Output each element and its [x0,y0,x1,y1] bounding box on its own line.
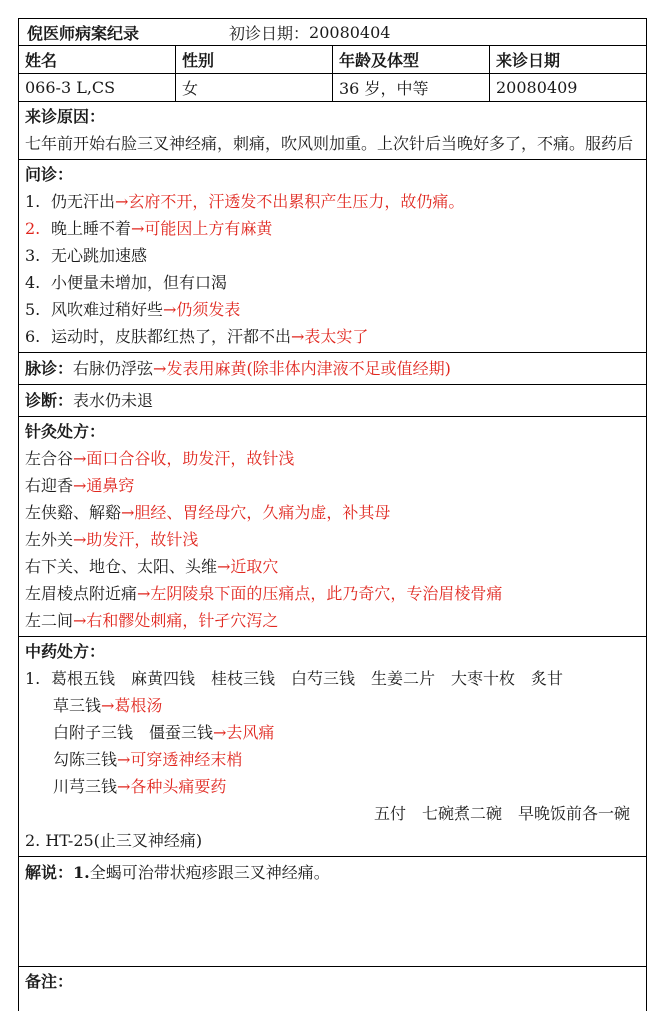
arrow-icon: → [101,696,115,715]
inquiry-item [25,215,640,242]
inquiry-item [25,269,640,296]
arrow-icon: → [117,777,131,796]
arrow-icon: → [163,300,177,319]
acupoint-note: 胆经、胃经母穴，久痛为虚，补其母 [134,503,391,522]
header-visit-date: 来诊日期 [496,51,561,70]
pulse-text: 右脉仍浮弦 [73,359,154,378]
diagnosis-title: 诊断： [25,391,74,410]
acupuncture-item [25,553,640,580]
arrow-icon: → [115,192,129,211]
explain-number: 1. [73,863,90,882]
first-visit-date: 20080404 [309,22,391,42]
herbal-first-line [25,665,640,692]
item-text: 运动时，皮肤都红热了，汗都不出 [51,327,292,346]
acupoint-text: 右下关、地仓、太阳、头维 [25,557,218,576]
item-note: 仍须发表 [176,300,241,319]
arrow-icon: → [213,723,227,742]
arrow-icon: → [131,219,145,238]
item-number: 4. [25,273,41,292]
herbal-title: 中药处方： [25,642,106,661]
arrow-icon: → [121,503,135,522]
item-number: 3. [25,246,41,265]
acupoint-note: 右和髎处刺痛，针孑穴泻之 [86,611,279,630]
arrow-icon: → [291,327,305,346]
item-number: 1. [25,669,41,688]
item-text: 无心跳加速感 [51,246,148,265]
explain-title: 解说： [25,863,74,882]
herbal-line [25,692,640,719]
reason-title: 来诊原因： [25,107,106,126]
arrow-icon: → [117,750,131,769]
pulse-note: 发表用麻黄(除非体内津液不足或值经期) [166,359,451,378]
diagnosis-line [25,387,640,414]
herbal-note: 去风痛 [226,723,275,742]
reason-section [19,102,646,160]
herbal-note: 各种头痛要药 [130,777,227,796]
pulse-section [19,353,646,385]
patient-header-row [19,46,646,74]
first-visit-label: 初诊日期： [229,23,310,43]
herbal-formula: 葛根五钱 麻黄四钱 桂枝三钱 白芍三钱 生姜二片 大枣十枚 炙甘 [51,669,564,688]
acupoint-note: 近取穴 [230,557,279,576]
patient-id: 066-3 L,CS [19,74,176,101]
patient-age-build: 36 岁，中等 [333,74,490,101]
acupoint-text: 右迎香 [25,476,74,495]
acupoint-text: 左眉棱点附近痛 [25,584,138,603]
herbal-line [25,746,640,773]
acupuncture-item [25,580,640,607]
arrow-icon: → [73,530,87,549]
item-text: 仍无汗出 [51,192,116,211]
item-text: 风吹难过稍好些 [51,300,164,319]
inquiry-title: 问诊： [25,165,74,184]
reason-text: 七年前开始右脸三叉神经痛，刺痛，吹风则加重。上次针后当晚好多了，不痛。服药后 [25,134,634,153]
item-number: 2. [25,219,41,238]
acupuncture-item [25,472,640,499]
explain-text: 全蝎可治带状疱疹跟三叉神经痛。 [89,863,330,882]
herbal-note: 可穿透神经末梢 [130,750,243,769]
item-text: 小便量未增加，但有口渴 [51,273,228,292]
explain-section [19,857,646,967]
explain-line [25,859,640,886]
arrow-icon: → [73,449,87,468]
acupoint-note: 通鼻窍 [86,476,135,495]
herbal-line [25,773,640,800]
acupuncture-item [25,499,640,526]
item-number: 6. [25,327,41,346]
patient-gender: 女 [176,74,333,101]
pulse-line [25,355,640,382]
acupoint-text: 左外关 [25,530,74,549]
visit-date: 20080409 [496,78,578,97]
item-note: 玄府不开，汗透发不出累积产生压力，故仍痛。 [128,192,465,211]
herbal-second: 2. HT-25(止三叉神经痛) [25,831,203,850]
acupuncture-item [25,445,640,472]
header-age-build: 年龄及体型 [333,46,490,73]
header-name: 姓名 [19,46,176,73]
title-row [19,19,646,46]
diagnosis-text: 表水仍未退 [73,391,154,410]
herbal-section [19,637,646,857]
herbal-text: 勾陈三钱 [53,750,118,769]
arrow-icon: → [153,359,167,378]
herbal-line [25,719,640,746]
acupuncture-item [25,607,640,634]
acupuncture-section [19,417,646,637]
acupoint-text: 左合谷 [25,449,74,468]
herbal-text: 草三钱 [53,696,102,715]
item-note: 表太实了 [304,327,369,346]
acupoint-note: 面口合谷收，助发汗，故针浅 [86,449,295,468]
arrow-icon: → [137,584,151,603]
item-note: 可能因上方有麻黄 [144,219,273,238]
inquiry-section [19,160,646,353]
herbal-note: 葛根汤 [114,696,163,715]
item-number: 5. [25,300,41,319]
herbal-dosage: 五付 七碗煮二碗 早晚饭前各一碗 [373,804,630,823]
item-text: 晚上睡不着 [51,219,132,238]
acupoint-text: 左侠谿、解谿 [25,503,122,522]
inquiry-item [25,296,640,323]
inquiry-item [25,242,640,269]
arrow-icon: → [73,611,87,630]
pulse-title: 脉诊： [25,359,74,378]
acupuncture-item [25,526,640,553]
patient-value-row [19,74,646,102]
herbal-text: 白附子三钱 僵蚕三钱 [53,723,214,742]
case-record-sheet [18,18,647,1011]
header-gender: 性别 [176,46,333,73]
herbal-text: 川芎三钱 [53,777,118,796]
acupoint-text: 左二间 [25,611,74,630]
inquiry-item [25,323,640,350]
inquiry-item [25,188,640,215]
acupuncture-title: 针灸处方： [25,422,106,441]
remarks-title: 备注： [25,972,74,991]
arrow-icon: → [73,476,87,495]
diagnosis-section [19,385,646,417]
remarks-section [19,967,646,1011]
acupoint-note: 左阴陵泉下面的压痛点，此乃奇穴，专治眉棱骨痛 [150,584,503,603]
record-title: 倪医师病案纪录 [27,23,140,43]
acupoint-note: 助发汗，故针浅 [86,530,199,549]
arrow-icon: → [217,557,231,576]
item-number: 1. [25,192,41,211]
